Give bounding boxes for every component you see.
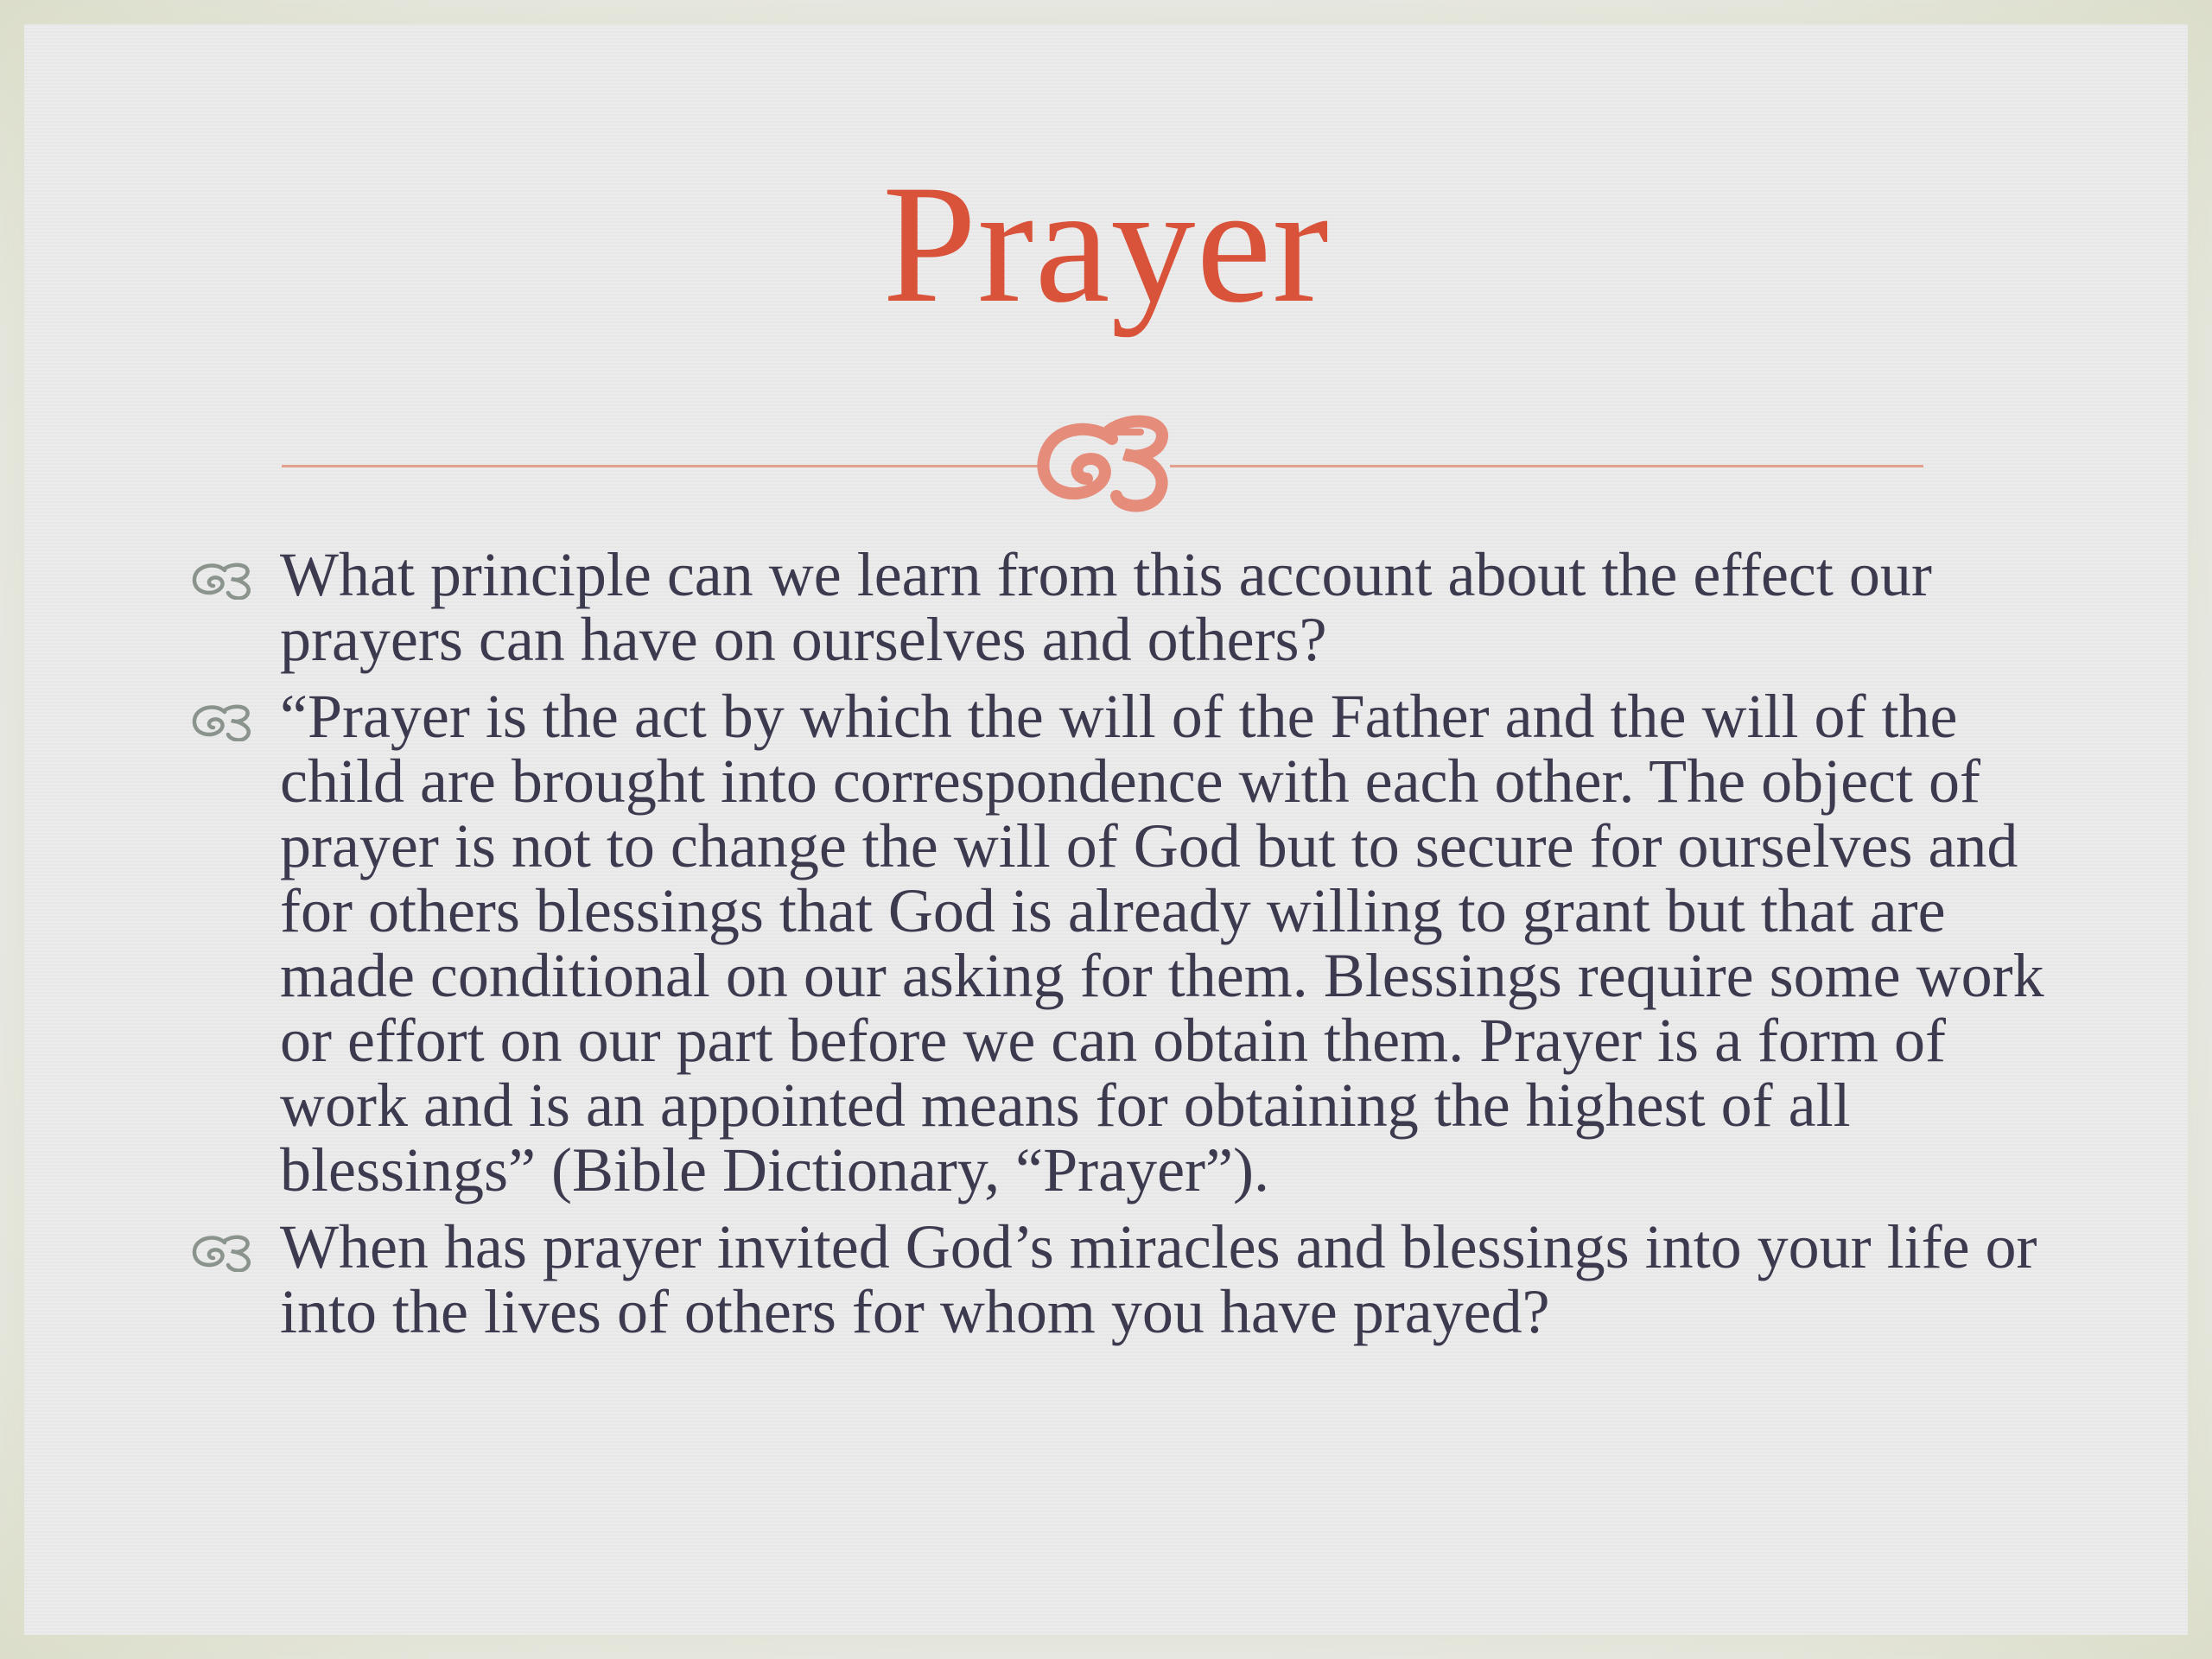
list-item [190,1212,2048,1346]
bullet-text: “Prayer is the act by which the will of the Father and the will of the child are brought into correspondence with each other. The object of prayer is not to change the will of God but to secure for ourselves and for others blessings that God is already willing to grant but that are made conditional on our asking for them. Blessings require some work or effort on our part before we can obtain them. Prayer is a form of work and is an appointed means for obtaining the highest of all blessings” (Bible Dictionary, “Prayer”). [280,682,2044,1205]
curly-flourish-bullet-icon [190,1230,257,1272]
bullet-text: When has prayer invited God’s miracles and blessings into your life or into the lives of others for whom you have prayed? [280,1212,2037,1346]
bullet-list [190,540,2048,1357]
list-item [190,684,2048,1203]
list-item [190,540,2048,674]
bullet-text: What principle can we learn from this account about the effect our prayers can have on ourselves and others? [280,540,1932,674]
curly-flourish-bullet-icon [190,700,257,741]
title-divider-right [1170,465,1923,467]
curly-flourish-bullet-icon [190,558,257,600]
curly-flourish-icon [1030,406,1182,518]
title-divider-left [282,465,1042,467]
slide-title: Prayer [882,150,1330,338]
